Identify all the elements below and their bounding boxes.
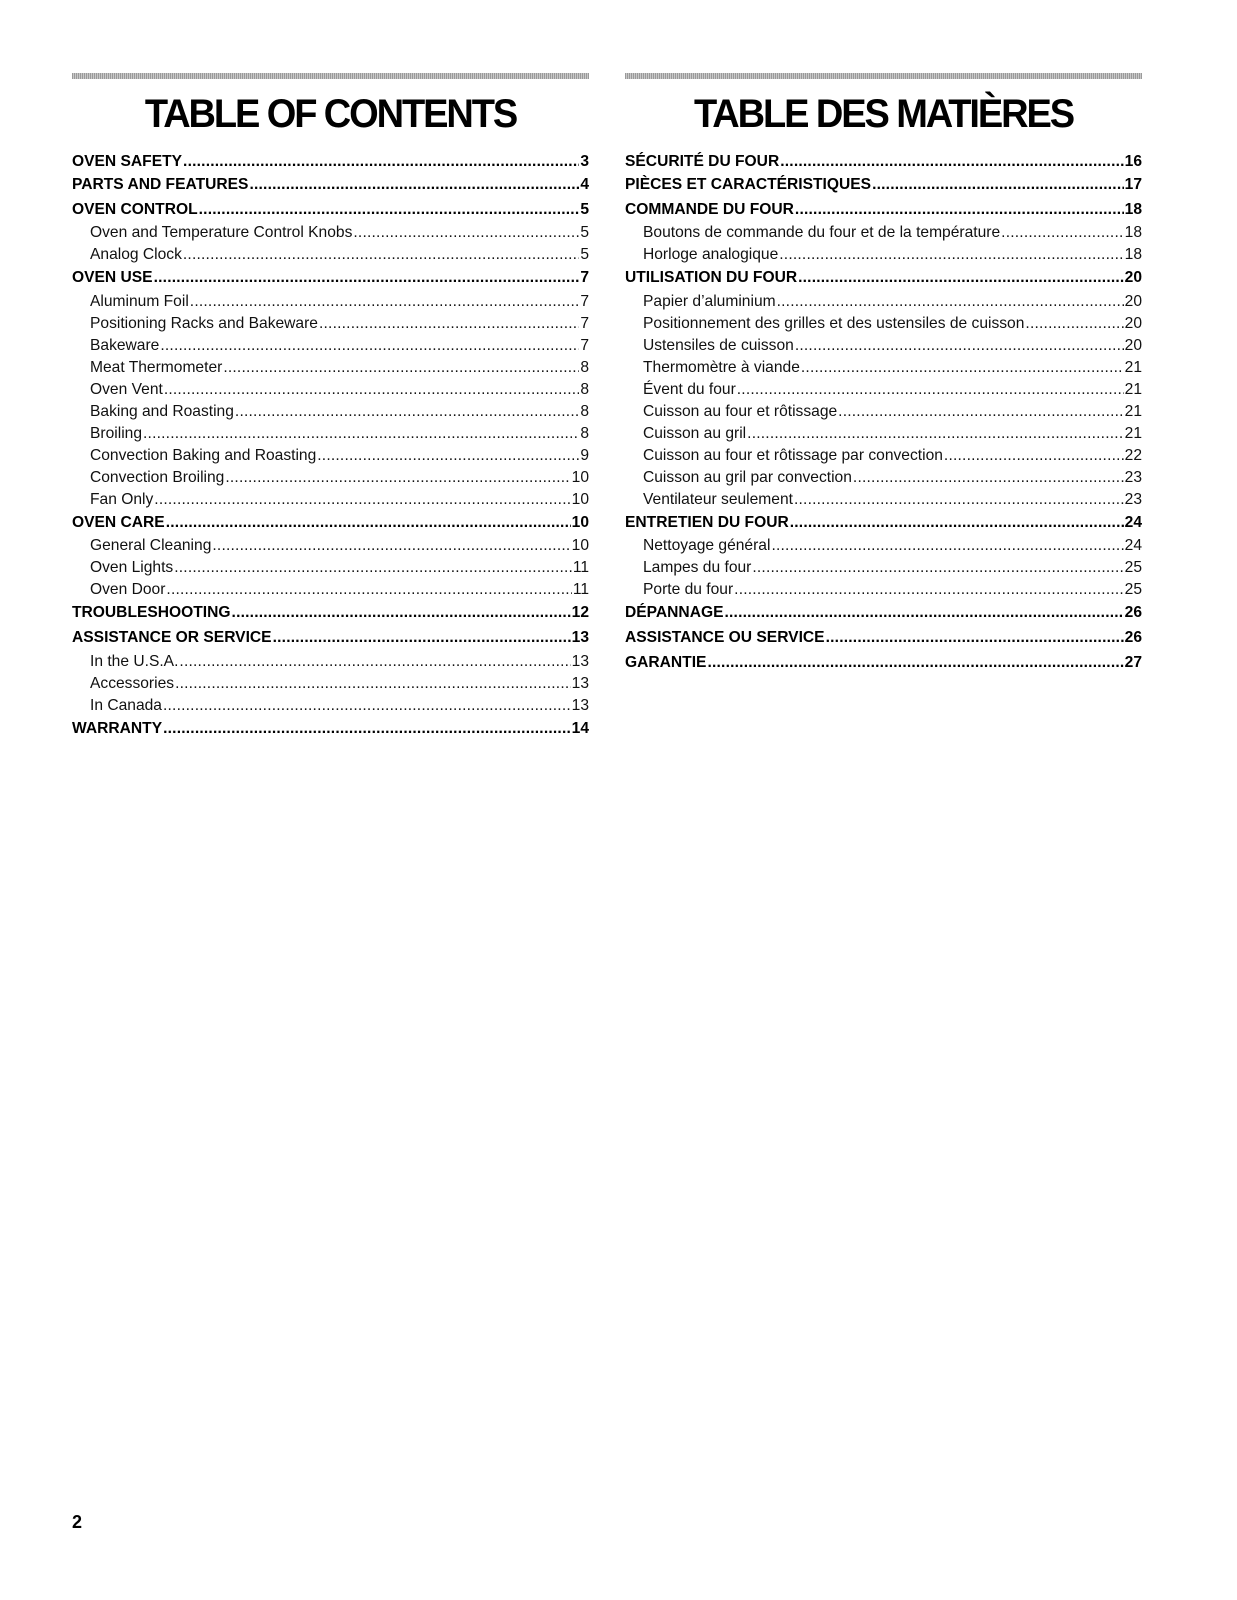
toc-subsection-entry bbox=[625, 244, 1142, 266]
entry-title: Bakeware bbox=[90, 336, 160, 354]
entry-title: UTILISATION DU FOUR bbox=[625, 269, 798, 287]
dot-leader bbox=[143, 423, 579, 445]
toc-section-entry bbox=[72, 151, 589, 173]
entry-page-number: 22 bbox=[1124, 446, 1142, 464]
toc-subsection-entry bbox=[625, 467, 1142, 489]
entry-page-number: 21 bbox=[1124, 402, 1142, 420]
entry-page-number: 18 bbox=[1124, 246, 1142, 264]
entry-page-number: 21 bbox=[1124, 380, 1142, 398]
dot-leader bbox=[273, 626, 571, 651]
entry-page-number: 4 bbox=[580, 176, 589, 193]
entry-title: WARRANTY bbox=[72, 719, 163, 737]
toc-section-entry bbox=[72, 511, 589, 536]
entry-title: Oven Lights bbox=[90, 559, 174, 577]
dot-leader bbox=[734, 579, 1123, 601]
toc-subsection-entry bbox=[625, 379, 1142, 401]
entry-title: Fan Only bbox=[90, 490, 154, 508]
dot-leader bbox=[771, 535, 1123, 557]
toc-heading: TABLE DES MATIÈRES bbox=[694, 92, 1073, 136]
entry-title: Horloge analogique bbox=[643, 246, 779, 264]
toc-entry-list bbox=[72, 151, 589, 741]
toc-section-entry bbox=[625, 151, 1142, 173]
entry-page-number: 20 bbox=[1124, 314, 1142, 332]
entry-page-number: 10 bbox=[571, 537, 589, 555]
dot-leader bbox=[164, 379, 579, 401]
toc-section-entry bbox=[72, 626, 589, 651]
dot-leader bbox=[724, 601, 1123, 626]
english-toc bbox=[72, 73, 589, 741]
toc-section-entry bbox=[72, 198, 589, 223]
entry-title: General Cleaning bbox=[90, 537, 212, 555]
dot-leader bbox=[353, 222, 579, 244]
entry-page-number: 26 bbox=[1124, 628, 1142, 646]
entry-title: Baking and Roasting bbox=[90, 402, 234, 420]
toc-subsection-entry bbox=[72, 651, 589, 673]
dot-leader bbox=[163, 717, 571, 742]
entry-page-number: 21 bbox=[1124, 358, 1142, 376]
entry-title: Cuisson au gril bbox=[643, 424, 747, 442]
toc-subsection-entry bbox=[625, 222, 1142, 244]
entry-page-number: 8 bbox=[580, 358, 589, 376]
toc-section-entry bbox=[72, 601, 589, 626]
entry-page-number: 8 bbox=[580, 424, 589, 442]
dot-leader bbox=[780, 151, 1123, 173]
entry-title: COMMANDE DU FOUR bbox=[625, 200, 794, 218]
entry-title: OVEN CONTROL bbox=[72, 200, 198, 218]
dot-leader bbox=[777, 291, 1124, 313]
dot-leader bbox=[190, 291, 580, 313]
french-toc bbox=[625, 73, 1142, 675]
entry-page-number: 18 bbox=[1124, 224, 1142, 242]
entry-page-number: 13 bbox=[571, 696, 589, 714]
entry-title: Aluminum Foil bbox=[90, 292, 189, 310]
toc-subsection-entry bbox=[72, 489, 589, 511]
toc-section-entry bbox=[72, 266, 589, 291]
dot-leader bbox=[707, 651, 1123, 676]
entry-title: ASSISTANCE OR SERVICE bbox=[72, 628, 272, 646]
entry-page-number: 5 bbox=[580, 224, 589, 242]
entry-page-number: 27 bbox=[1124, 653, 1142, 671]
toc-subsection-entry bbox=[625, 535, 1142, 557]
entry-title: DÉPANNAGE bbox=[625, 604, 724, 622]
entry-title: PARTS AND FEATURES bbox=[72, 176, 249, 193]
dot-leader bbox=[752, 557, 1123, 579]
toc-subsection-entry bbox=[625, 445, 1142, 467]
dot-leader bbox=[801, 357, 1124, 379]
toc-entry-list bbox=[625, 151, 1142, 675]
entry-page-number: 13 bbox=[571, 652, 589, 670]
entry-title: Porte du four bbox=[643, 581, 734, 599]
entry-page-number: 5 bbox=[580, 246, 589, 264]
dot-leader bbox=[747, 423, 1123, 445]
entry-title: TROUBLESHOOTING bbox=[72, 604, 231, 622]
toc-section-entry bbox=[625, 651, 1142, 676]
entry-page-number: 23 bbox=[1124, 490, 1142, 508]
entry-page-number: 16 bbox=[1124, 153, 1142, 170]
dot-leader bbox=[319, 313, 579, 335]
entry-title: Ventilateur seulement bbox=[643, 490, 793, 508]
entry-title: In Canada bbox=[90, 696, 162, 714]
dot-leader bbox=[166, 579, 571, 601]
toc-section-entry bbox=[625, 601, 1142, 626]
toc-subsection-entry bbox=[72, 695, 589, 717]
entry-page-number: 24 bbox=[1124, 513, 1142, 531]
dot-leader bbox=[790, 511, 1124, 536]
entry-title: Positionnement des grilles et des ustensiles de cuisson bbox=[643, 314, 1025, 332]
entry-title: Évent du four bbox=[643, 380, 736, 398]
toc-subsection-entry bbox=[625, 401, 1142, 423]
entry-page-number: 14 bbox=[571, 719, 589, 737]
dot-leader bbox=[174, 557, 572, 579]
toc-subsection-entry bbox=[72, 291, 589, 313]
entry-title: Convection Baking and Roasting bbox=[90, 446, 317, 464]
dot-leader bbox=[154, 489, 570, 511]
toc-subsection-entry bbox=[72, 357, 589, 379]
toc-section-entry bbox=[625, 266, 1142, 291]
dot-leader bbox=[1001, 222, 1123, 244]
entry-title: PIÈCES ET CARACTÉRISTIQUES bbox=[625, 176, 872, 193]
dot-leader bbox=[232, 601, 571, 626]
toc-subsection-entry bbox=[72, 335, 589, 357]
entry-page-number: 3 bbox=[580, 153, 589, 170]
toc-subsection-entry bbox=[72, 445, 589, 467]
entry-title: Broiling bbox=[90, 424, 143, 442]
dot-leader bbox=[779, 244, 1123, 266]
entry-page-number: 7 bbox=[580, 314, 589, 332]
dot-leader bbox=[163, 695, 571, 717]
toc-section-entry bbox=[72, 717, 589, 742]
dot-leader bbox=[199, 198, 580, 223]
dot-leader bbox=[160, 335, 579, 357]
entry-page-number: 20 bbox=[1124, 292, 1142, 310]
dot-leader bbox=[183, 151, 579, 173]
entry-title: OVEN SAFETY bbox=[72, 153, 183, 170]
entry-page-number: 10 bbox=[571, 468, 589, 486]
entry-page-number: 20 bbox=[1124, 336, 1142, 354]
entry-title: Oven Door bbox=[90, 581, 166, 599]
toc-subsection-entry bbox=[72, 313, 589, 335]
entry-page-number: 10 bbox=[571, 513, 589, 531]
dot-leader bbox=[737, 379, 1124, 401]
entry-page-number: 9 bbox=[580, 446, 589, 464]
entry-title: Analog Clock bbox=[90, 246, 182, 264]
dot-leader bbox=[1025, 313, 1123, 335]
entry-page-number: 17 bbox=[1124, 176, 1142, 193]
entry-title: Oven Vent bbox=[90, 380, 163, 398]
entry-title: Cuisson au four et rôtissage bbox=[643, 402, 838, 420]
dot-leader bbox=[872, 173, 1124, 198]
entry-page-number: 13 bbox=[571, 674, 589, 692]
top-rule bbox=[72, 73, 589, 79]
entry-title: Lampes du four bbox=[643, 559, 752, 577]
toc-subsection-entry bbox=[72, 401, 589, 423]
entry-title: Positioning Racks and Bakeware bbox=[90, 314, 318, 332]
toc-subsection-entry bbox=[72, 579, 589, 601]
toc-heading: TABLE OF CONTENTS bbox=[144, 92, 517, 136]
dot-leader bbox=[794, 489, 1124, 511]
toc-section-entry bbox=[72, 173, 589, 198]
entry-title: Ustensiles de cuisson bbox=[643, 336, 794, 354]
entry-page-number: 5 bbox=[580, 200, 589, 218]
dot-leader bbox=[944, 445, 1124, 467]
entry-page-number: 20 bbox=[1124, 269, 1142, 287]
dot-leader bbox=[235, 401, 579, 423]
entry-page-number: 25 bbox=[1124, 581, 1142, 599]
toc-subsection-entry bbox=[72, 557, 589, 579]
toc-subsection-entry bbox=[625, 335, 1142, 357]
dot-leader bbox=[249, 173, 579, 198]
toc-section-entry bbox=[625, 173, 1142, 198]
entry-page-number: 8 bbox=[580, 402, 589, 420]
dot-leader bbox=[223, 357, 579, 379]
entry-title: Cuisson au gril par convection bbox=[643, 468, 852, 486]
dot-leader bbox=[853, 467, 1124, 489]
toc-subsection-entry bbox=[625, 291, 1142, 313]
entry-title: Meat Thermometer bbox=[90, 358, 223, 376]
toc-section-entry bbox=[625, 198, 1142, 223]
toc-subsection-entry bbox=[625, 579, 1142, 601]
entry-page-number: 26 bbox=[1124, 604, 1142, 622]
entry-title: Papier d’aluminium bbox=[643, 292, 776, 310]
entry-title: Boutons de commande du four et de la température bbox=[643, 224, 1001, 242]
entry-page-number: 7 bbox=[580, 336, 589, 354]
entry-page-number: 21 bbox=[1124, 424, 1142, 442]
toc-subsection-entry bbox=[72, 673, 589, 695]
entry-page-number: 7 bbox=[580, 292, 589, 310]
dot-leader bbox=[154, 266, 580, 291]
toc-subsection-entry bbox=[72, 535, 589, 557]
entry-title: OVEN CARE bbox=[72, 513, 165, 531]
entry-title: ENTRETIEN DU FOUR bbox=[625, 513, 789, 531]
toc-subsection-entry bbox=[72, 423, 589, 445]
toc-section-entry bbox=[625, 511, 1142, 536]
entry-title: GARANTIE bbox=[625, 653, 707, 671]
entry-page-number: 24 bbox=[1124, 537, 1142, 555]
entry-title: OVEN USE bbox=[72, 269, 153, 287]
entry-title: SÉCURITÉ DU FOUR bbox=[625, 153, 780, 170]
dot-leader bbox=[225, 467, 570, 489]
toc-subsection-entry bbox=[625, 313, 1142, 335]
entry-title: Accessories bbox=[90, 674, 175, 692]
entry-page-number: 11 bbox=[572, 559, 589, 577]
dot-leader bbox=[175, 673, 571, 695]
entry-page-number: 13 bbox=[571, 628, 589, 646]
entry-title: Cuisson au four et rôtissage par convection bbox=[643, 446, 943, 464]
entry-title: Convection Broiling bbox=[90, 468, 225, 486]
dot-leader bbox=[317, 445, 579, 467]
dot-leader bbox=[795, 198, 1124, 223]
entry-page-number: 8 bbox=[580, 380, 589, 398]
entry-page-number: 23 bbox=[1124, 468, 1142, 486]
dot-leader bbox=[183, 244, 579, 266]
dot-leader bbox=[838, 401, 1123, 423]
toc-subsection-entry bbox=[72, 244, 589, 266]
toc-subsection-entry bbox=[72, 467, 589, 489]
dot-leader bbox=[212, 535, 570, 557]
entry-title: In the U.S.A. bbox=[90, 652, 179, 670]
toc-subsection-entry bbox=[625, 423, 1142, 445]
entry-title: Oven and Temperature Control Knobs bbox=[90, 224, 353, 242]
toc-subsection-entry bbox=[625, 489, 1142, 511]
toc-section-entry bbox=[625, 626, 1142, 651]
dot-leader bbox=[826, 626, 1124, 651]
page-number: 2 bbox=[72, 1512, 83, 1532]
toc-subsection-entry bbox=[625, 357, 1142, 379]
entry-page-number: 10 bbox=[571, 490, 589, 508]
toc-subsection-entry bbox=[72, 379, 589, 401]
entry-title: Nettoyage général bbox=[643, 537, 771, 555]
entry-page-number: 12 bbox=[571, 604, 589, 622]
dot-leader bbox=[798, 266, 1124, 291]
dot-leader bbox=[795, 335, 1124, 357]
entry-title: Thermomètre à viande bbox=[643, 358, 800, 376]
dot-leader bbox=[179, 651, 570, 673]
toc-subsection-entry bbox=[72, 222, 589, 244]
entry-page-number: 11 bbox=[572, 581, 589, 599]
entry-title: ASSISTANCE OU SERVICE bbox=[625, 628, 825, 646]
dot-leader bbox=[166, 511, 571, 536]
toc-subsection-entry bbox=[625, 557, 1142, 579]
entry-page-number: 7 bbox=[580, 269, 589, 287]
entry-page-number: 25 bbox=[1124, 559, 1142, 577]
top-rule bbox=[625, 73, 1142, 79]
entry-page-number: 18 bbox=[1124, 200, 1142, 218]
